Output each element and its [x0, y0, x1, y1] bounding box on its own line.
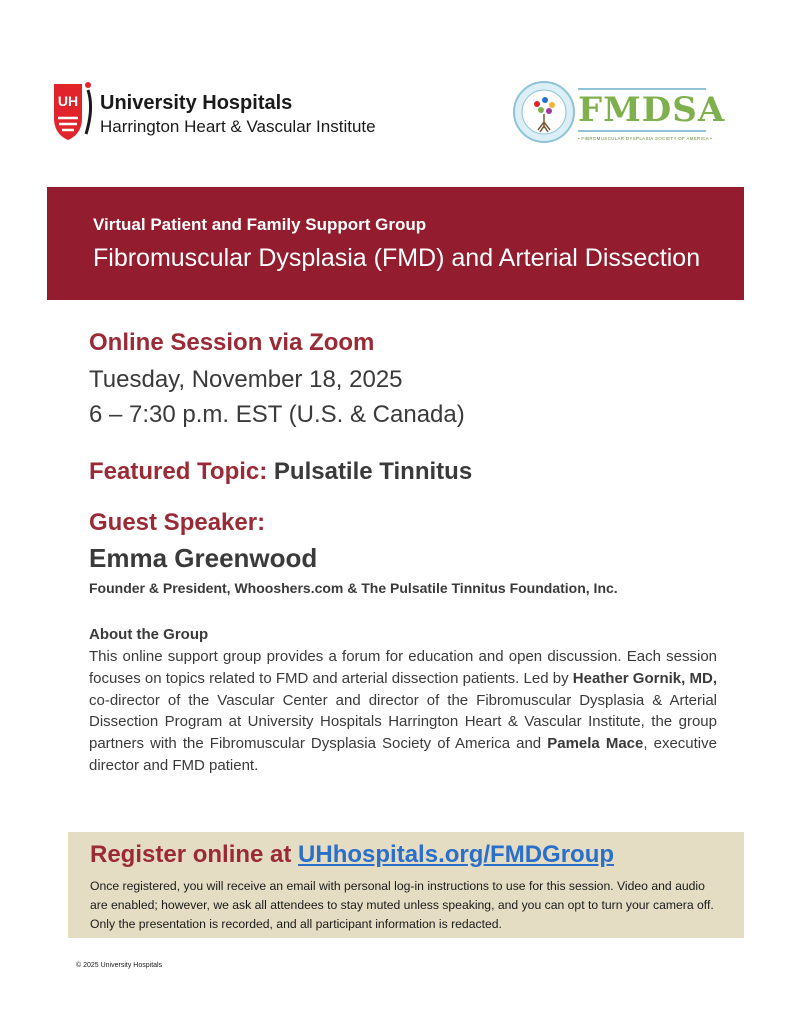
about-text-3: , executive director and FMD patient. — [89, 735, 717, 774]
about-paragraph — [89, 646, 717, 777]
banner-title: Fibromuscular Dysplasia (FMD) and Arterial Dissection — [93, 244, 701, 272]
featured-topic — [89, 458, 472, 486]
register-heading — [90, 841, 614, 869]
fmdsa-seal-icon — [512, 80, 576, 144]
about-partner: Pamela Mace — [547, 735, 644, 753]
register-link[interactable]: UHhospitals.org/FMDGroup — [298, 841, 615, 868]
banner-subtitle: Virtual Patient and Family Support Group — [93, 215, 427, 234]
uh-logo-subtitle: Harrington Heart & Vascular Institute — [100, 117, 376, 136]
about-text-2: co-director of the Vascular Center and director of the Fibromuscular Dysplasia & Arterial Dissection Program at University Hospitals Harrington Heart & Vascular Institute, the group partners with the Fibromuscular Dysplasia Society of America and — [89, 691, 717, 753]
uh-logo-mark — [52, 78, 96, 142]
featured-topic-label: Featured Topic: — [89, 458, 268, 485]
guest-speaker-name: Emma Greenwood — [89, 543, 318, 573]
fmdsa-logo-name: FMDSA — [578, 90, 726, 130]
about-leader: Heather Gornik, MD, — [572, 669, 717, 687]
session-date: Tuesday, November 18, 2025 — [89, 366, 403, 393]
register-heading-text: Register online at — [90, 841, 299, 868]
register-instructions: Once registered, you will receive an email with personal log-in instructions to use for this session. Video and audio are enabled; however, we ask all attendees to stay muted unless speaking, and you can opt to turn your camera off. Only the presentation is recorded, and all participant information is redacted. — [90, 879, 714, 931]
session-heading: Online Session via Zoom — [89, 329, 375, 356]
fmdsa-logo-tagline: • FIBROMUSCULAR DYSPLASIA SOCIETY OF AMERICA • — [578, 136, 713, 141]
about-heading: About the Group — [89, 626, 209, 643]
guest-speaker-label: Guest Speaker: — [89, 509, 266, 536]
guest-speaker-role: Founder & President, Whooshers.com & The Pulsatile Tinnitus Foundation, Inc. — [89, 580, 618, 596]
featured-topic-value: Pulsatile Tinnitus — [273, 458, 473, 485]
copyright: © 2025 University Hospitals — [76, 962, 163, 969]
session-time: 6 – 7:30 p.m. EST (U.S. & Canada) — [89, 401, 465, 428]
uh-badge-text: UH — [57, 93, 79, 109]
about-text-1: This online support group provides a forum for education and open discussion. Each session focuses on topics related to FMD and arterial dissection patients. Led by — [89, 648, 717, 687]
uh-logo-name: University Hospitals — [100, 92, 293, 114]
